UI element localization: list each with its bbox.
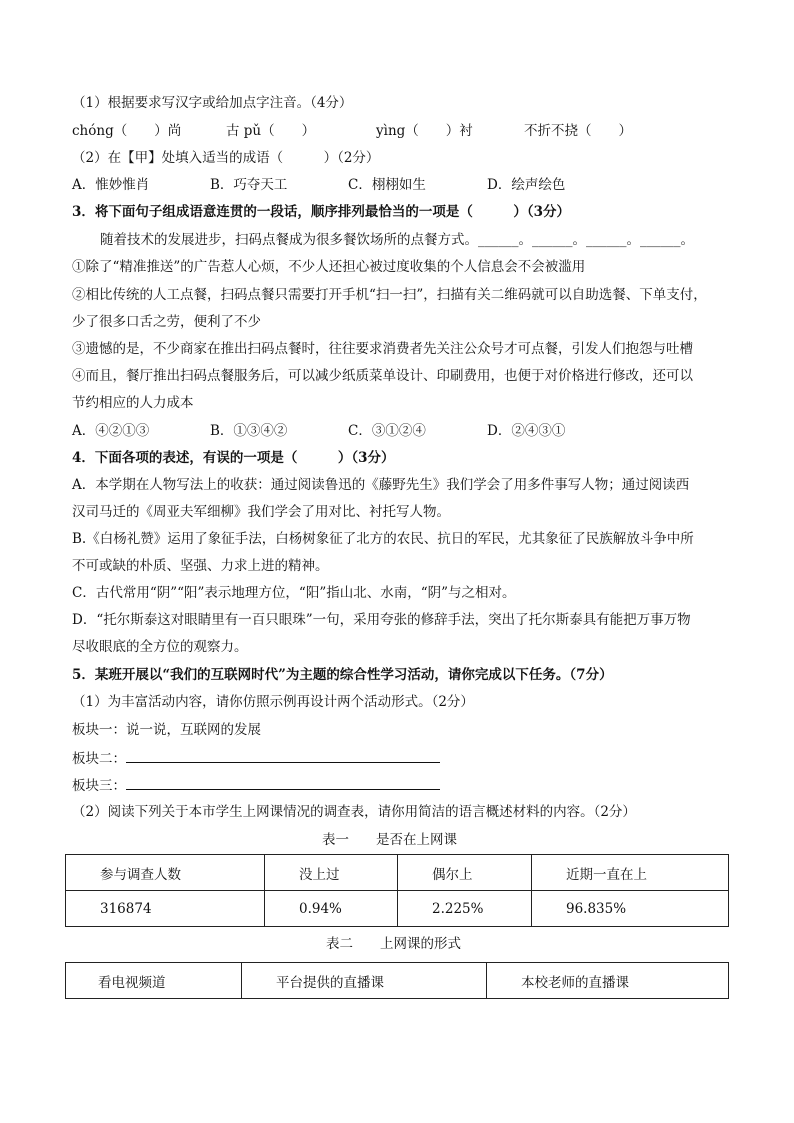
- q4-title: 4．下面各项的表述，有误的一项是（ ）（3分）: [72, 450, 395, 466]
- table-row: [66, 891, 729, 927]
- table1-cell: 2.225%: [398, 891, 532, 927]
- q4-option-d-line1: D．“托尔斯泰这对眼睛里有一百只眼珠”一句，采用夸张的修辞手法，突出了托尔斯泰具有能把万事万物: [72, 612, 691, 628]
- q3-option-c: C．③①②④: [348, 423, 426, 439]
- q4-option-a-line2: 汉司马迁的《周亚夫军细柳》我们学会了用对比、衬托写人物。: [72, 504, 450, 520]
- block-2-answer-line[interactable]: [126, 748, 440, 763]
- table2: [65, 962, 729, 999]
- q3-option-a: A．④②①③: [72, 423, 150, 439]
- table1-header-cell: 没上过: [265, 855, 398, 891]
- q3-title: 3．将下面句子组成语意连贯的一段话，顺序排列最恰当的一项是（ ）（3分）: [72, 204, 571, 220]
- pinyin-item-2: 古 pǔ（ ）: [226, 123, 316, 139]
- q2-part2-title: （2）在【甲】处填入适当的成语（ ）（2分）: [72, 150, 380, 166]
- q4-option-a-line1: A．本学期在人物写法上的收获：通过阅读鲁迅的《藤野先生》我们学会了用多件事写人物；通过阅读西: [72, 477, 690, 493]
- table1-cell: 96.835%: [532, 891, 729, 927]
- q4-option-b-line1: B.《白杨礼赞》运用了象征手法，白杨树象征了北方的农民、抗日的军民，尤其象征了民族解放斗争中所: [72, 531, 694, 547]
- table1-caption: 表一 是否在上网课: [322, 832, 457, 848]
- q5-title: 5．某班开展以“我们的互联网时代”为主题的综合性学习活动，请你完成以下任务。（7分）: [72, 667, 613, 683]
- q3-intro: 随着技术的发展进步，扫码点餐成为很多餐饮场所的点餐方式。______。______。______。______。: [100, 232, 694, 248]
- q3-sentence-4b: 节约相应的人力成本: [72, 395, 194, 411]
- table2-header-cell: 看电视频道: [66, 963, 242, 999]
- q2-option-c: C．栩栩如生: [348, 177, 426, 193]
- q3-sentence-2a: ②相比传统的人工点餐，扫码点餐只需要打开手机“扫一扫”，扫描有关二维码就可以自助选餐、下单支付，: [72, 287, 707, 303]
- block-1-example: 板块一：说一说，互联网的发展: [72, 722, 261, 738]
- q4-option-b-line2: 不可或缺的朴质、坚强、力求上进的精神。: [72, 558, 329, 574]
- block-3-label: 板块三：: [72, 778, 126, 794]
- q3-option-b: B．①③④②: [210, 423, 288, 439]
- block-2-row: [72, 748, 440, 768]
- table2-caption: 表二 上网课的形式: [326, 936, 461, 952]
- block-3-answer-line[interactable]: [126, 775, 440, 790]
- table1-cell: 316874: [66, 891, 265, 927]
- block-2-label: 板块二：: [72, 751, 126, 767]
- table1-header-cell: 偶尔上: [398, 855, 532, 891]
- table1-header-cell: 参与调查人数: [66, 855, 265, 891]
- q4-option-d-line2: 尽收眼底的全方位的观察力。: [72, 639, 248, 655]
- table2-header-cell: 本校老师的直播课: [487, 963, 729, 999]
- q3-sentence-4a: ④而且，餐厅推出扫码点餐服务后，可以减少纸质菜单设计、印刷费用，也便于对价格进行修改，还可以: [72, 368, 693, 384]
- q3-sentence-3: ③遗憾的是，不少商家在推出扫码点餐时，往往要求消费者先关注公众号才可点餐，引发人们抱怨与吐槽: [72, 341, 693, 357]
- table1-header-row: [66, 855, 729, 891]
- table2-header-cell: 平台提供的直播课: [242, 963, 487, 999]
- q4-option-c: C．古代常用“阴”“阳”表示地理方位，“阳”指山北、水南，“阴”与之相对。: [72, 585, 516, 601]
- q3-sentence-1: ①除了“精准推送”的广告惹人心烦，不少人还担心被过度收集的个人信息会不会被滥用: [72, 259, 586, 275]
- table1: [65, 854, 729, 927]
- table2-header-row: [66, 963, 729, 999]
- table1-header-cell: 近期一直在上: [532, 855, 729, 891]
- q3-sentence-2b: 少了很多口舌之劳，便利了不少: [72, 314, 261, 330]
- pinyin-item-4: 不折不挠（ ）: [524, 123, 632, 139]
- block-3-row: [72, 775, 440, 795]
- q3-option-d: D．②④③①: [487, 423, 566, 439]
- q5-part1: （1）为丰富活动内容，请你仿照示例再设计两个活动形式。（2分）: [72, 694, 474, 710]
- q2-option-b: B．巧夺天工: [210, 177, 288, 193]
- pinyin-item-1: chóng（ ）尚: [72, 123, 182, 139]
- q2-option-a: A．惟妙惟肖: [72, 177, 150, 193]
- q2-option-d: D．绘声绘色: [487, 177, 566, 193]
- q5-part2: （2）阅读下列关于本市学生上网课情况的调查表，请你用简洁的语言概述材料的内容。（2分）: [72, 804, 636, 820]
- pinyin-item-3: yìng（ ）衬: [376, 123, 473, 139]
- q2-part1-title: （1）根据要求写汉字或给加点字注音。（4分）: [72, 95, 353, 111]
- table1-cell: 0.94%: [265, 891, 398, 927]
